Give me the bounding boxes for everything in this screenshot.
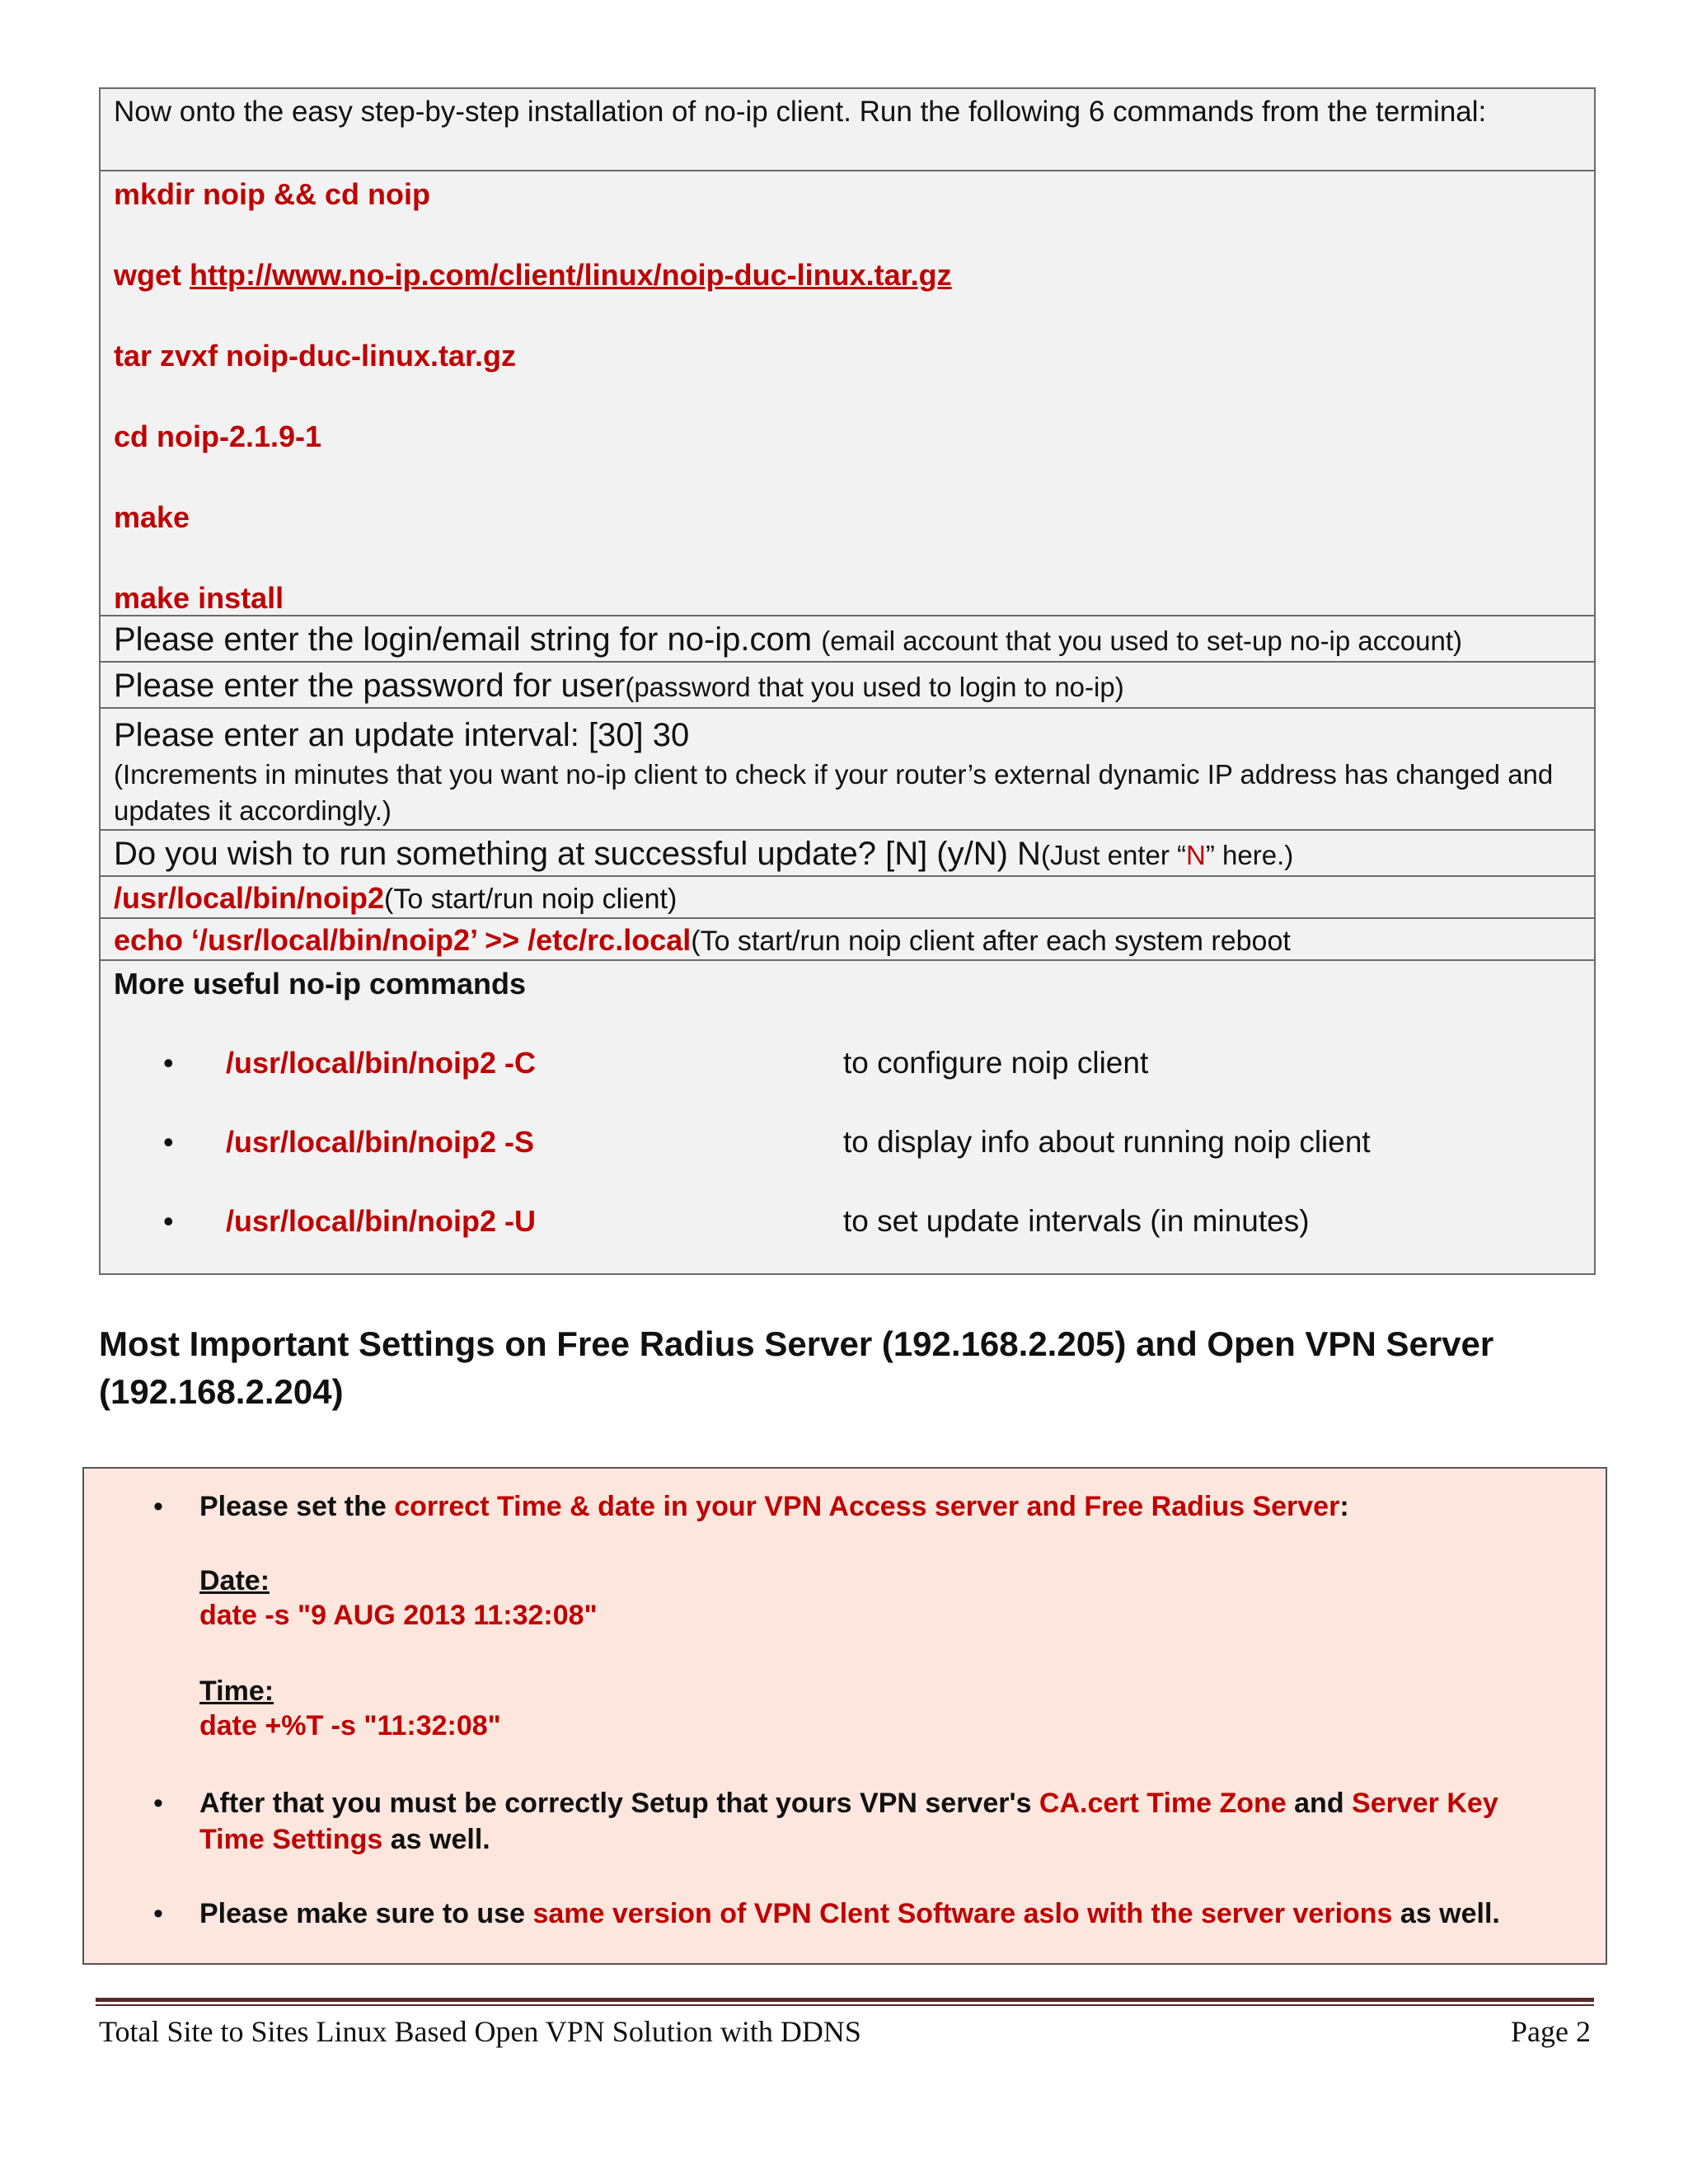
item3-highlight: same version of VPN Clent Software aslo with the server verions <box>532 1898 1393 1929</box>
password-note: (password that you used to login to no-ip) <box>625 672 1124 702</box>
item1-highlight: correct Time & date in your VPN Access server and Free Radius Server <box>394 1491 1340 1522</box>
intro-row <box>101 89 1594 170</box>
update-prompt: Do you wish to run something at successful update? [N] (y/N) N <box>114 836 1041 872</box>
settings-box <box>82 1467 1607 1965</box>
item2-highlight-2: Server Key Time Settings <box>199 1788 1498 1855</box>
item1-text-a: Please set the <box>199 1491 395 1522</box>
intro-text: Now onto the easy step-by-step installation of no-ip client. Run the following 6 commands from the terminal: <box>114 96 1487 128</box>
cmd-wget <box>114 255 1581 336</box>
list-item <box>114 1122 1581 1202</box>
list-item-command: /usr/local/bin/noip2 -C <box>226 1046 537 1080</box>
footer-title: Total Site to Sites Linux Based Open VPN Solution with DDNS <box>99 2015 861 2048</box>
item2-text-a: After that you must be correctly Setup that yours VPN server's <box>199 1788 1039 1819</box>
update-note-b: ” here.) <box>1205 840 1294 870</box>
interval-row <box>101 707 1594 829</box>
no-ip-install-table <box>99 87 1596 1275</box>
page-footer <box>99 2011 1591 2052</box>
commands-row <box>101 170 1594 615</box>
run-row <box>101 875 1594 917</box>
more-commands-row <box>101 959 1594 1273</box>
echo-row <box>101 917 1594 959</box>
run-note: (To start/run noip client) <box>384 883 678 915</box>
password-row <box>101 661 1594 707</box>
bullet-icon: • <box>153 1898 163 1929</box>
more-commands-heading: More useful no-ip commands <box>114 967 527 1001</box>
bullet-icon: • <box>163 1204 174 1238</box>
date-command: date -s "9 AUG 2013 11:32:08" <box>199 1600 598 1631</box>
login-prompt: Please enter the login/email string for no-ip.com <box>114 621 822 658</box>
setting-item-ca-cert <box>199 1785 1559 1858</box>
item2-highlight-1: CA.cert Time Zone <box>1039 1788 1287 1819</box>
bullet-icon: • <box>163 1046 174 1080</box>
cmd-make-install: make install <box>114 581 284 615</box>
list-item-description: to configure noip client <box>843 1046 1149 1080</box>
cmd-mkdir: mkdir noip && cd noip <box>114 177 430 211</box>
echo-note: (To start/run noip client after each system reboot <box>691 926 1291 957</box>
item2-text-c: as well. <box>382 1824 490 1855</box>
update-note <box>1041 840 1293 870</box>
item3-text-b: as well. <box>1392 1898 1500 1929</box>
item1-text-b: : <box>1339 1491 1349 1522</box>
date-label: Date: <box>199 1565 270 1596</box>
cmd-make: make <box>114 500 190 534</box>
footer-rule-thick <box>96 1998 1594 2002</box>
update-note-a: (Just enter “ <box>1040 840 1187 870</box>
password-prompt: Please enter the password for user <box>114 668 626 704</box>
list-item <box>114 1043 1581 1122</box>
item2-text-b: and <box>1286 1788 1353 1819</box>
run-cmd: /usr/local/bin/noip2 <box>114 881 385 915</box>
login-row <box>101 615 1594 661</box>
cmd-cd: cd noip-2.1.9-1 <box>114 419 322 453</box>
footer-rule-thin <box>96 2004 1594 2006</box>
bullet-icon: • <box>153 1788 163 1819</box>
bullet-icon: • <box>153 1491 163 1522</box>
list-item-command: /usr/local/bin/noip2 -S <box>226 1125 535 1159</box>
download-link[interactable]: http://www.no-ip.com/client/linux/noip-duc-linux.tar.gz <box>190 258 952 292</box>
bullet-icon: • <box>163 1125 174 1159</box>
cmd-tar: tar zvxf noip-duc-linux.tar.gz <box>114 339 517 373</box>
time-label: Time: <box>199 1675 274 1707</box>
list-item-description: to set update intervals (in minutes) <box>843 1204 1310 1238</box>
list-item-command: /usr/local/bin/noip2 -U <box>226 1204 537 1238</box>
list-item <box>114 1202 1581 1281</box>
page-number: Page 2 <box>1511 2015 1591 2048</box>
list-item-description: to display info about running noip client <box>843 1125 1371 1159</box>
setting-item-client-version <box>199 1896 1559 1932</box>
login-note: (email account that you used to set-up no-ip account) <box>821 626 1462 656</box>
cmd-wget-prefix: wget <box>114 258 190 292</box>
echo-cmd: echo ‘/usr/local/bin/noip2’ >> /etc/rc.local <box>114 923 692 957</box>
update-note-n: N <box>1186 840 1206 870</box>
update-row <box>101 829 1594 875</box>
time-command: date +%T -s "11:32:08" <box>199 1710 501 1741</box>
section-heading: Most Important Settings on Free Radius Server (192.168.2.205) and Open VPN Server (192.168.2.204) <box>99 1324 1494 1411</box>
item3-text-a: Please make sure to use <box>199 1898 533 1929</box>
interval-note: (Increments in minutes that you want no-ip client to check if your router’s external dynamic IP address has changed and updates it accordingly.) <box>114 759 1554 826</box>
interval-prompt: Please enter an update interval: [30] 30 <box>114 717 690 753</box>
setting-item-time-date <box>199 1488 1559 1525</box>
